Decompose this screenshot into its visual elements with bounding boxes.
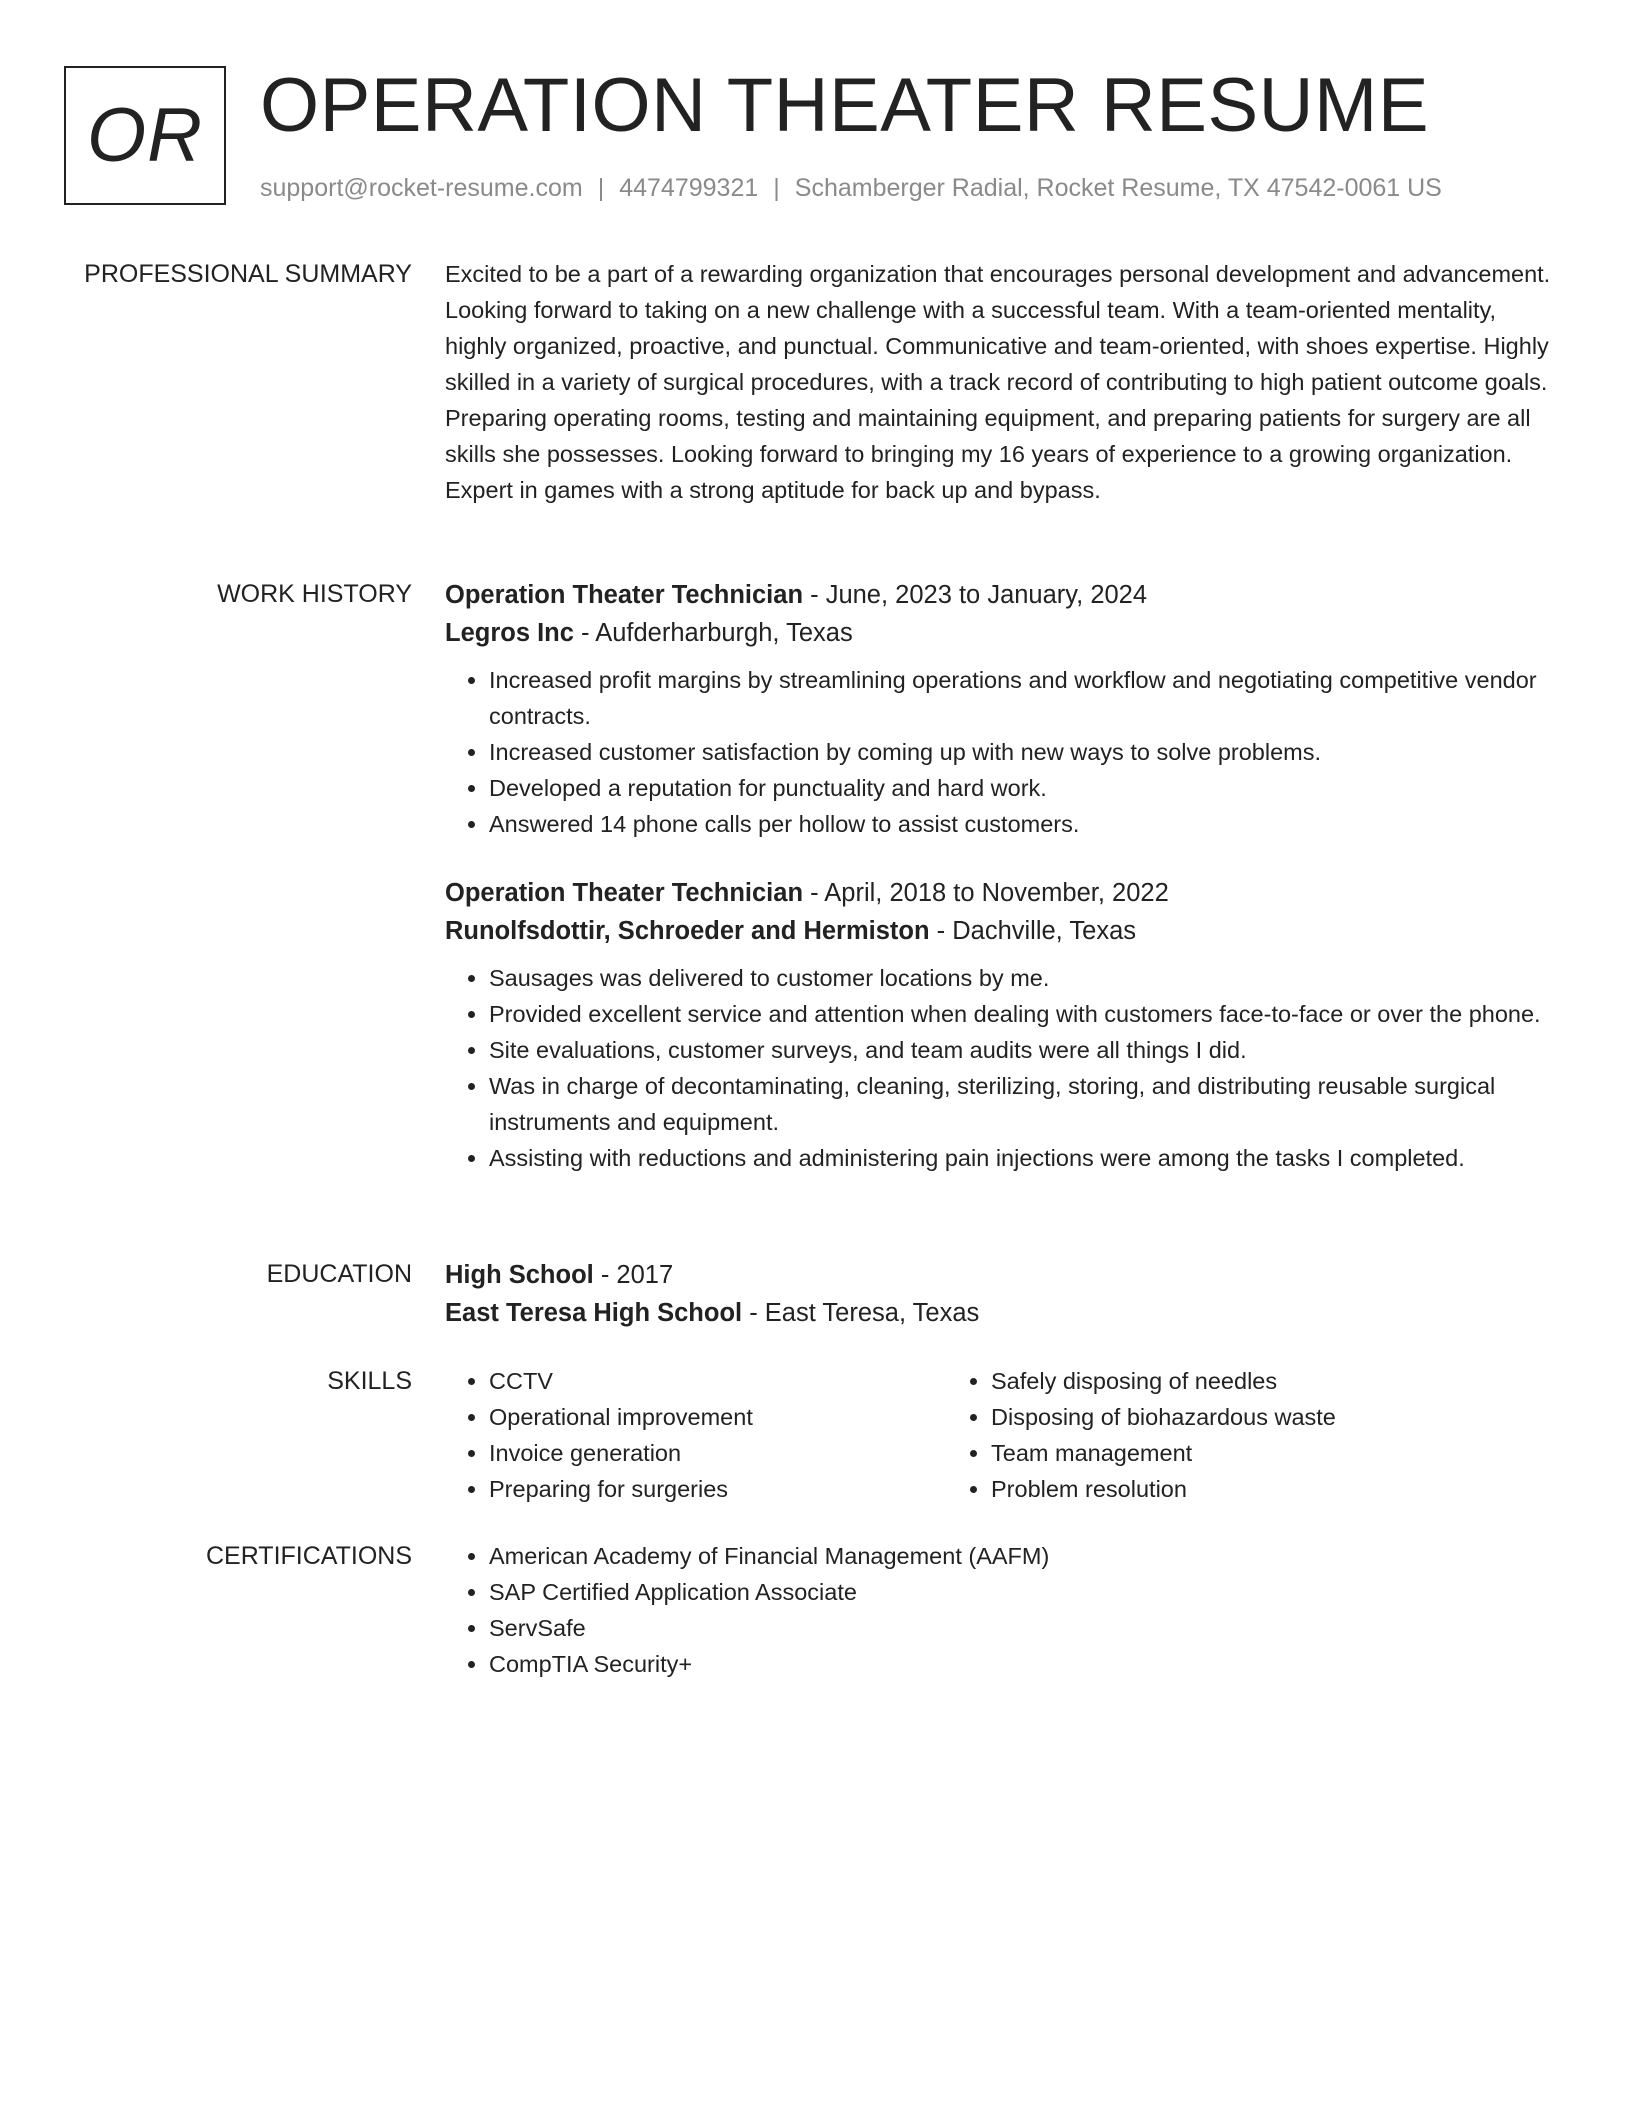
skills-body (445, 1363, 1555, 1507)
resume-header (64, 64, 1564, 214)
certification-item: • ServSafe (489, 1610, 1555, 1646)
skills-list-right (947, 1363, 1449, 1507)
job-title-line (445, 874, 1555, 912)
certification-item: • American Academy of Financial Management (AAFM) (489, 1538, 1555, 1574)
job-duty-item: • Sausages was delivered to customer locations by me. (489, 960, 1555, 996)
summary-body (445, 256, 1555, 508)
job-duty-item: • Developed a reputation for punctuality and hard work. (489, 770, 1555, 806)
job-duties-list (445, 960, 1555, 1176)
skill-item: • Operational improvement (489, 1399, 947, 1435)
job-duty-item: • Was in charge of decontaminating, cleaning, sterilizing, storing, and distributing reusable surgical instruments and equipment. (489, 1068, 1555, 1140)
job-company-line (445, 912, 1555, 950)
summary-text: Excited to be a part of a rewarding organization that encourages personal development and advancement. Looking forward to taking on a new challenge with a successful team. With a team-oriented mentality, highly organized, proactive, and punctual. Communicative and team-oriented, with shoes expertise. Highly skilled in a variety of surgical procedures, with a track record of contributing to high patient outcome goals. Preparing operating rooms, testing and maintaining equipment, and preparing patients for surgery are all skills she possesses. Looking forward to bringing my 16 years of experience to a growing organization. Expert in games with a strong aptitude for back up and bypass. (445, 261, 1551, 503)
job-duties-list (445, 662, 1555, 842)
job-duty-item: • Provided excellent service and attention when dealing with customers face-to-face or over the phone. (489, 996, 1555, 1032)
contact-phone[interactable]: 4474799321 (619, 174, 759, 202)
skills-list-left (445, 1363, 947, 1507)
job-title-line (445, 576, 1555, 614)
job-location: - Dachville, Texas (929, 917, 1137, 945)
job-role: Operation Theater Technician (445, 581, 804, 609)
job-role: Operation Theater Technician (445, 879, 804, 907)
job-duty-item: • Increased customer satisfaction by coming up with new ways to solve problems. (489, 734, 1555, 770)
job-location: - Aufderharburgh, Texas (573, 619, 853, 647)
certifications-list (445, 1538, 1555, 1682)
contact-separator: | (597, 174, 605, 202)
education-school: East Teresa High School (445, 1299, 743, 1327)
education-school-line (445, 1294, 1555, 1332)
work-history-body (445, 576, 1555, 1208)
education-body (445, 1256, 1555, 1332)
skill-item: • Preparing for surgeries (489, 1471, 947, 1507)
job-dates: - June, 2023 to January, 2024 (803, 581, 1148, 609)
job-duty-item: • Assisting with reductions and administering pain injections were among the tasks I completed. (489, 1140, 1555, 1176)
job-duty-item: • Answered 14 phone calls per hollow to assist customers. (489, 806, 1555, 842)
skill-item: • CCTV (489, 1363, 947, 1399)
skill-item: • Safely disposing of needles (991, 1363, 1449, 1399)
skill-item: • Team management (991, 1435, 1449, 1471)
certifications-body (445, 1538, 1555, 1682)
education-degree-line (445, 1256, 1555, 1294)
contact-address: Schamberger Radial, Rocket Resume, TX 47542-0061 US (794, 174, 1442, 202)
education-degree: High School (445, 1261, 594, 1289)
job-dates: - April, 2018 to November, 2022 (803, 879, 1169, 907)
contact-separator: | (773, 174, 780, 202)
summary-heading: PROFESSIONAL SUMMARY (84, 260, 412, 288)
job-company: Legros Inc (445, 619, 574, 647)
contact-email[interactable]: support@rocket-resume.com (260, 174, 583, 202)
resume-title: OPERATION THEATER RESUME (260, 63, 1430, 148)
certification-item: • CompTIA Security+ (489, 1646, 1555, 1682)
education-year: - 2017 (593, 1261, 674, 1289)
job-entry (445, 874, 1555, 1176)
job-company-line (445, 614, 1555, 652)
contact-line (260, 174, 1442, 203)
job-duty-item: • Site evaluations, customer surveys, and team audits were all things I did. (489, 1032, 1555, 1068)
skill-item: • Invoice generation (489, 1435, 947, 1471)
certifications-heading: CERTIFICATIONS (205, 1542, 412, 1570)
education-heading: EDUCATION (266, 1260, 412, 1288)
work-history-heading: WORK HISTORY (217, 580, 412, 608)
skills-grid (445, 1363, 1555, 1507)
skills-heading: SKILLS (327, 1367, 412, 1395)
job-duty-item: • Increased profit margins by streamlining operations and workflow and negotiating competitive vendor contracts. (489, 662, 1555, 734)
certification-item: • SAP Certified Application Associate (489, 1574, 1555, 1610)
skill-item: • Problem resolution (991, 1471, 1449, 1507)
job-company: Runolfsdottir, Schroeder and Hermiston (445, 917, 930, 945)
skill-item: • Disposing of biohazardous waste (991, 1399, 1449, 1435)
education-location: - East Teresa, Texas (742, 1299, 980, 1327)
job-entry (445, 576, 1555, 842)
monogram-badge: OR (64, 66, 226, 205)
